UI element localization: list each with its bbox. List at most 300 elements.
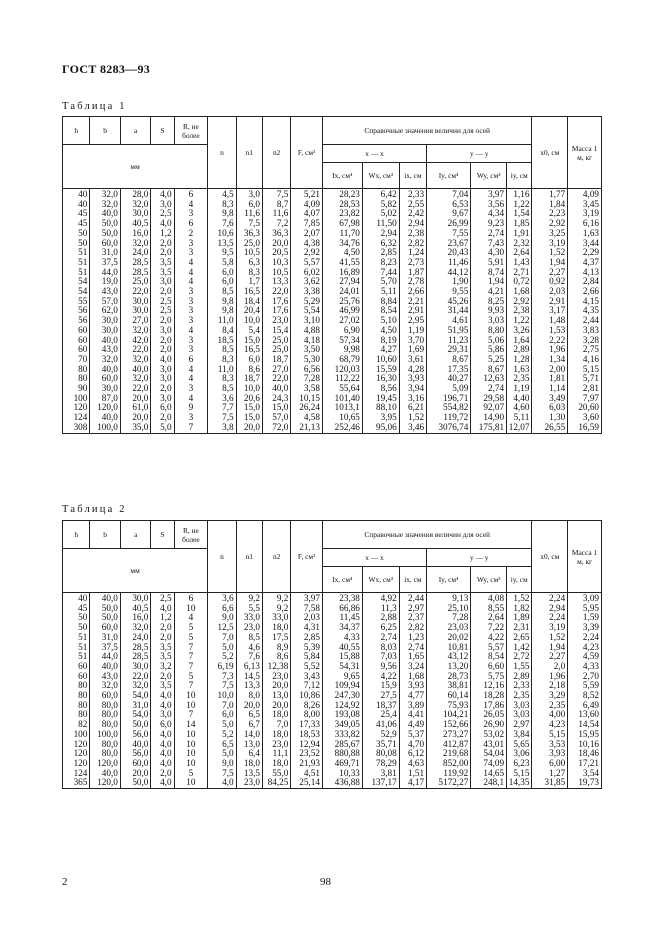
table-cell: 3,17 (532, 306, 568, 316)
table-cell: 1,43 (507, 258, 532, 268)
table-cell: 193,08 (322, 710, 362, 720)
table-cell: 2,85 (291, 633, 323, 643)
table-cell: 4 (174, 277, 208, 287)
table-cell: 4,08 (471, 593, 507, 604)
table-cell: 56,0 (120, 749, 151, 759)
table-cell: 19,73 (568, 778, 602, 788)
header-reference-values: Справочные значения величин для осей (322, 117, 532, 145)
header-n1: n1 (236, 117, 262, 189)
table-cell: 3,19 (532, 239, 568, 249)
table-cell: 4,92 (362, 593, 399, 604)
table-cell: 44,0 (90, 268, 121, 278)
table-cell: 19,0 (90, 277, 121, 287)
table-cell: 5 (174, 672, 208, 682)
table-cell: 5,29 (291, 297, 323, 307)
table-cell: 32,0 (120, 200, 151, 210)
table-cell: 42,0 (120, 336, 151, 346)
table-cell: 1,90 (427, 277, 471, 287)
table-cell: 1,63 (568, 229, 602, 239)
table-cell: 6,16 (568, 219, 602, 229)
table-cell: 4,60 (507, 403, 532, 413)
table-cell: 2,97 (399, 604, 426, 614)
table-cell: 10,65 (322, 413, 362, 423)
table-cell: 1,14 (532, 384, 568, 394)
table-cell: 3,54 (568, 769, 602, 779)
table-row (63, 759, 602, 769)
table-cell: 23,0 (262, 672, 290, 682)
table-cell: 3,26 (507, 326, 532, 336)
table-cell: 4,59 (568, 652, 602, 662)
table-cell: 20,0 (120, 769, 151, 779)
table-cell: 4,0 (151, 730, 174, 740)
table-row (63, 239, 602, 249)
table-cell: 8,52 (568, 691, 602, 701)
table-row (63, 345, 602, 355)
table-cell: 0,72 (507, 277, 532, 287)
table-2-caption: Таблица 2 (62, 504, 127, 515)
header-n2: n2 (262, 117, 290, 189)
table-cell: 4,22 (362, 672, 399, 682)
table-cell: 18,5 (208, 336, 236, 346)
table-cell: 6,0 (236, 200, 262, 210)
table-cell: 6,03 (532, 403, 568, 413)
table-cell: 18,4 (236, 297, 262, 307)
table-cell: 7,0 (262, 720, 290, 730)
table-cell: 2,81 (568, 384, 602, 394)
table-cell: 10,0 (236, 316, 262, 326)
table-cell: 50,0 (90, 604, 121, 614)
table-cell: 60,0 (90, 623, 121, 633)
table-row (63, 672, 602, 682)
table-cell: 4,0 (151, 604, 174, 614)
table-cell: 4,22 (471, 633, 507, 643)
table-cell: 13,5 (236, 769, 262, 779)
header-n: n (208, 521, 236, 593)
table-cell: 3,5 (151, 681, 174, 691)
table-cell: 9,0 (208, 613, 236, 623)
table-cell: 46,99 (322, 306, 362, 316)
table-cell: 3,81 (362, 769, 399, 779)
table-cell: 3,25 (532, 229, 568, 239)
table-cell: 11,6 (262, 209, 290, 219)
table-cell: 36,3 (236, 229, 262, 239)
table-cell: 52,9 (362, 730, 399, 740)
table-cell: 32,0 (90, 200, 121, 210)
table-cell: 50,0 (120, 778, 151, 788)
table-cell: 2,32 (507, 239, 532, 249)
table-cell: 2,33 (507, 681, 532, 691)
table-cell: 3,38 (291, 287, 323, 297)
table-cell: 57,34 (322, 336, 362, 346)
table-cell: 5,09 (427, 384, 471, 394)
table-cell: 4,41 (399, 710, 426, 720)
table-cell: 75,93 (427, 701, 471, 711)
table-cell: 2,0 (151, 413, 174, 423)
table-cell: 4,77 (399, 691, 426, 701)
table-cell: 3,8 (208, 423, 236, 433)
table-cell: 2,38 (399, 229, 426, 239)
header-x0: x0, см (532, 521, 568, 593)
table-cell: 2,0 (151, 248, 174, 258)
table-cell: 2,35 (507, 374, 532, 384)
table-row (63, 710, 602, 720)
header-ix-moment: Ix, см⁴ (322, 567, 362, 593)
table-cell: 109,94 (322, 681, 362, 691)
table-row (63, 287, 602, 297)
table-cell: 3,97 (291, 593, 323, 604)
table-cell: 2,5 (151, 306, 174, 316)
table-cell: 6,56 (291, 365, 323, 375)
table-cell: 3,0 (151, 365, 174, 375)
table-cell: 10,60 (362, 355, 399, 365)
table-cell: 5,4 (236, 326, 262, 336)
table-cell: 4,33 (568, 662, 602, 672)
table-cell: 4,09 (291, 200, 323, 210)
table-cell: 33,0 (236, 613, 262, 623)
table-cell: 554,82 (427, 403, 471, 413)
table-cell: 50,0 (120, 720, 151, 730)
table-cell: 3,5 (151, 643, 174, 653)
table-cell: 3 (174, 384, 208, 394)
table-cell: 1,94 (471, 277, 507, 287)
table-cell: 15,9 (362, 681, 399, 691)
table-1-caption: Таблица 1 (62, 101, 127, 112)
table-cell: 31,0 (90, 633, 121, 643)
table-cell: 8,84 (362, 297, 399, 307)
table-cell: 11,50 (362, 219, 399, 229)
table-cell: 51 (63, 258, 90, 268)
table-cell: 7,43 (471, 239, 507, 249)
table-cell: 7 (174, 643, 208, 653)
table-cell: 4,0 (151, 749, 174, 759)
table-cell: 32,0 (90, 355, 121, 365)
table-cell: 22,0 (262, 374, 290, 384)
table-cell: 4 (174, 374, 208, 384)
table-cell: 28,0 (120, 189, 151, 200)
table-cell: 2,89 (507, 345, 532, 355)
table-cell: 11,0 (208, 365, 236, 375)
table-cell: 6,0 (208, 277, 236, 287)
header-s: S (151, 521, 174, 549)
table-cell: 2,55 (399, 200, 426, 210)
table-cell: 1,68 (507, 287, 532, 297)
table-cell: 6,0 (151, 403, 174, 413)
table-cell: 4,34 (471, 209, 507, 219)
table-cell: 80 (63, 701, 90, 711)
table-row (63, 316, 602, 326)
table-cell: 90 (63, 384, 90, 394)
header-iy-moment: Iy, см⁴ (427, 163, 471, 189)
table-cell: 8,19 (362, 336, 399, 346)
table-cell: 60,0 (120, 759, 151, 769)
table-cell: 57,0 (262, 413, 290, 423)
table-cell: 11,6 (236, 209, 262, 219)
header-reference-values: Справочные значения величин для осей (322, 521, 532, 549)
table-cell: 7,6 (236, 652, 262, 662)
table-cell: 23,0 (262, 740, 290, 750)
table-cell: 35,0 (120, 423, 151, 433)
table-cell: 4,13 (568, 268, 602, 278)
table-row (63, 394, 602, 404)
table-row (63, 384, 602, 394)
table-cell: 5,0 (208, 749, 236, 759)
table-cell: 2,31 (507, 623, 532, 633)
table-cell: 3,46 (399, 423, 426, 433)
table-cell: 3 (174, 239, 208, 249)
table-cell: 3 (174, 248, 208, 258)
table-cell: 11,45 (322, 613, 362, 623)
table-cell: 14,35 (507, 778, 532, 788)
table-cell: 25,0 (262, 336, 290, 346)
table-cell: 20,6 (236, 394, 262, 404)
table-cell: 30,0 (120, 593, 151, 604)
table-cell: 1,94 (532, 258, 568, 268)
table-cell: 24,0 (120, 633, 151, 643)
table-cell: 5,15 (507, 769, 532, 779)
table-cell: 2,0 (151, 345, 174, 355)
table-cell: 1,27 (532, 769, 568, 779)
table-cell: 40,0 (90, 413, 121, 423)
table-cell: 25,0 (262, 345, 290, 355)
table-cell: 28,53 (322, 200, 362, 210)
table-cell: 7,97 (568, 394, 602, 404)
table-cell: 3,03 (507, 701, 532, 711)
table-cell: 2,00 (532, 365, 568, 375)
table-cell: 1,22 (507, 200, 532, 210)
header-f: F, см² (291, 521, 323, 593)
table-cell: 10,81 (427, 643, 471, 653)
table-row (63, 413, 602, 423)
table-cell: 51 (63, 643, 90, 653)
table-cell: 23,82 (322, 209, 362, 219)
table-cell: 43,01 (471, 740, 507, 750)
table-cell: 5,37 (399, 730, 426, 740)
table-row (63, 593, 602, 604)
table-cell: 1,2 (151, 229, 174, 239)
table-row (63, 730, 602, 740)
table-cell: 8,25 (471, 297, 507, 307)
table-row (63, 769, 602, 779)
table-cell: 8,5 (208, 287, 236, 297)
table-cell: 2,91 (532, 297, 568, 307)
table-cell: 28,5 (120, 268, 151, 278)
table-cell: 10,0 (208, 691, 236, 701)
table-cell: 3,53 (532, 740, 568, 750)
table-cell: 12,94 (291, 740, 323, 750)
table-cell: 3,93 (399, 374, 426, 384)
table-cell: 30,0 (90, 326, 121, 336)
table-cell: 6 (174, 355, 208, 365)
table-cell: 7 (174, 423, 208, 433)
table-cell: 7,5 (208, 681, 236, 691)
table-cell: 8,5 (208, 345, 236, 355)
table-cell: 40,0 (90, 365, 121, 375)
table-cell: 120,03 (322, 365, 362, 375)
table-cell: 20,60 (568, 403, 602, 413)
table-cell: 4,0 (208, 778, 236, 788)
table-cell: 61,0 (120, 403, 151, 413)
table-cell: 3,61 (399, 355, 426, 365)
table-cell: 5,54 (291, 306, 323, 316)
table-cell: 2,72 (507, 652, 532, 662)
table-cell: 8,00 (291, 710, 323, 720)
table-cell: 40,0 (120, 740, 151, 750)
table-cell: 1,34 (532, 355, 568, 365)
table-cell: 5,21 (291, 189, 323, 200)
table-cell: 7,58 (291, 604, 323, 614)
table-2 (62, 520, 602, 789)
table-cell: 8,55 (471, 604, 507, 614)
table-cell: 3 (174, 297, 208, 307)
table-cell: 0,92 (532, 277, 568, 287)
table-cell: 27,0 (262, 365, 290, 375)
table-cell: 6 (174, 593, 208, 604)
table-cell: 9,5 (208, 248, 236, 258)
table-cell: 3 (174, 287, 208, 297)
table-cell: 32,0 (120, 239, 151, 249)
table-cell: 18,28 (471, 691, 507, 701)
header-r: R, не более (174, 117, 208, 145)
table-cell: 1,2 (151, 613, 174, 623)
table-cell: 2,0 (532, 662, 568, 672)
header-axis-xx: x — x (322, 549, 426, 567)
table-cell: 7,44 (362, 268, 399, 278)
table-cell: 2,44 (568, 316, 602, 326)
table-cell: 2,23 (532, 209, 568, 219)
table-cell: 120 (63, 403, 90, 413)
table-cell: 17,6 (262, 306, 290, 316)
table-cell: 3,39 (568, 623, 602, 633)
table-cell: 5,15 (568, 365, 602, 375)
table-cell: 5,95 (568, 604, 602, 614)
table-cell: 9 (174, 403, 208, 413)
table-cell: 27,94 (322, 277, 362, 287)
table-cell: 28,73 (427, 672, 471, 682)
table-row (63, 423, 602, 433)
table-cell: 5,57 (471, 643, 507, 653)
table-row (63, 200, 602, 210)
table-cell: 119,92 (427, 769, 471, 779)
table-cell: 10 (174, 701, 208, 711)
table-cell: 51 (63, 652, 90, 662)
table-cell: 40,0 (90, 662, 121, 672)
table-cell: 32,0 (90, 189, 121, 200)
table-cell: 10,6 (208, 229, 236, 239)
table-cell: 2,82 (399, 623, 426, 633)
table-cell: 50,0 (90, 229, 121, 239)
table-cell: 2,74 (399, 643, 426, 653)
table-cell: 6,90 (322, 326, 362, 336)
table-cell: 17,33 (291, 720, 323, 730)
table-cell: 10 (174, 604, 208, 614)
table-cell: 66,86 (322, 604, 362, 614)
table-row (63, 691, 602, 701)
table-cell: 120 (63, 749, 90, 759)
table-row (63, 248, 602, 258)
table-cell: 6,0 (208, 268, 236, 278)
table-cell: 10,16 (568, 740, 602, 750)
table-cell: 20,0 (236, 701, 262, 711)
table-cell: 7,55 (427, 229, 471, 239)
table-cell: 7,12 (291, 681, 323, 691)
table-cell: 9,2 (262, 604, 290, 614)
table-cell: 50 (63, 229, 90, 239)
table-cell: 4,09 (568, 189, 602, 200)
table-cell: 1,96 (532, 672, 568, 682)
table-cell: 12,38 (262, 662, 290, 672)
table-cell: 50,0 (90, 613, 121, 623)
table-cell: 72,0 (262, 423, 290, 433)
table-cell: 4,63 (399, 759, 426, 769)
table-cell: 3,0 (236, 189, 262, 200)
table-cell: 41,55 (322, 258, 362, 268)
table-cell: 2,92 (291, 248, 323, 258)
table-cell: 4,51 (291, 769, 323, 779)
table-cell: 247,30 (322, 691, 362, 701)
table-cell: 3,45 (568, 200, 602, 210)
table-cell: 53,02 (471, 730, 507, 740)
table-cell: 26,55 (532, 423, 568, 433)
table-cell: 1,94 (532, 643, 568, 653)
table-cell: 3,0 (151, 200, 174, 210)
table-cell: 112,22 (322, 374, 362, 384)
table-cell: 3,19 (568, 209, 602, 219)
table-cell: 10,5 (262, 268, 290, 278)
table-1-body (63, 189, 602, 434)
table-row (63, 643, 602, 653)
table-cell: 82 (63, 720, 90, 730)
table-cell: 24,3 (262, 394, 290, 404)
table-cell: 1,64 (507, 336, 532, 346)
table-cell: 3,5 (151, 258, 174, 268)
table-cell: 15,88 (322, 652, 362, 662)
table-cell: 273,27 (427, 730, 471, 740)
table-cell: 5,91 (471, 258, 507, 268)
table-cell: 80 (63, 374, 90, 384)
table-cell: 6,25 (362, 623, 399, 633)
table-cell: 14,65 (471, 769, 507, 779)
table-cell: 80 (63, 365, 90, 375)
table-cell: 16,0 (120, 613, 151, 623)
table-cell: 27,5 (362, 691, 399, 701)
table-cell: 7,6 (208, 219, 236, 229)
table-cell: 4,50 (322, 248, 362, 258)
table-cell: 20,0 (262, 681, 290, 691)
table-cell: 37,5 (90, 258, 121, 268)
table-cell: 3,03 (471, 316, 507, 326)
table-cell: 3,84 (507, 730, 532, 740)
table-cell: 4,50 (362, 326, 399, 336)
table-cell: 13,0 (262, 691, 290, 701)
table-cell: 40,0 (90, 593, 121, 604)
table-cell: 4,38 (291, 239, 323, 249)
document-title: ГОСТ 8283—93 (62, 62, 151, 76)
table-cell: 3,19 (532, 623, 568, 633)
table-row (63, 189, 602, 200)
table-cell: 4 (174, 365, 208, 375)
table-cell: 1,52 (532, 248, 568, 258)
table-cell: 9,67 (427, 209, 471, 219)
table-cell: 9,56 (362, 662, 399, 672)
table-cell: 5,15 (532, 730, 568, 740)
table-cell: 4,27 (362, 345, 399, 355)
table-cell: 7,03 (362, 652, 399, 662)
table-cell: 2,0 (151, 336, 174, 346)
table-cell: 152,66 (427, 720, 471, 730)
table-row (63, 740, 602, 750)
table-cell: 4,0 (151, 219, 174, 229)
table-cell: 3,09 (568, 593, 602, 604)
